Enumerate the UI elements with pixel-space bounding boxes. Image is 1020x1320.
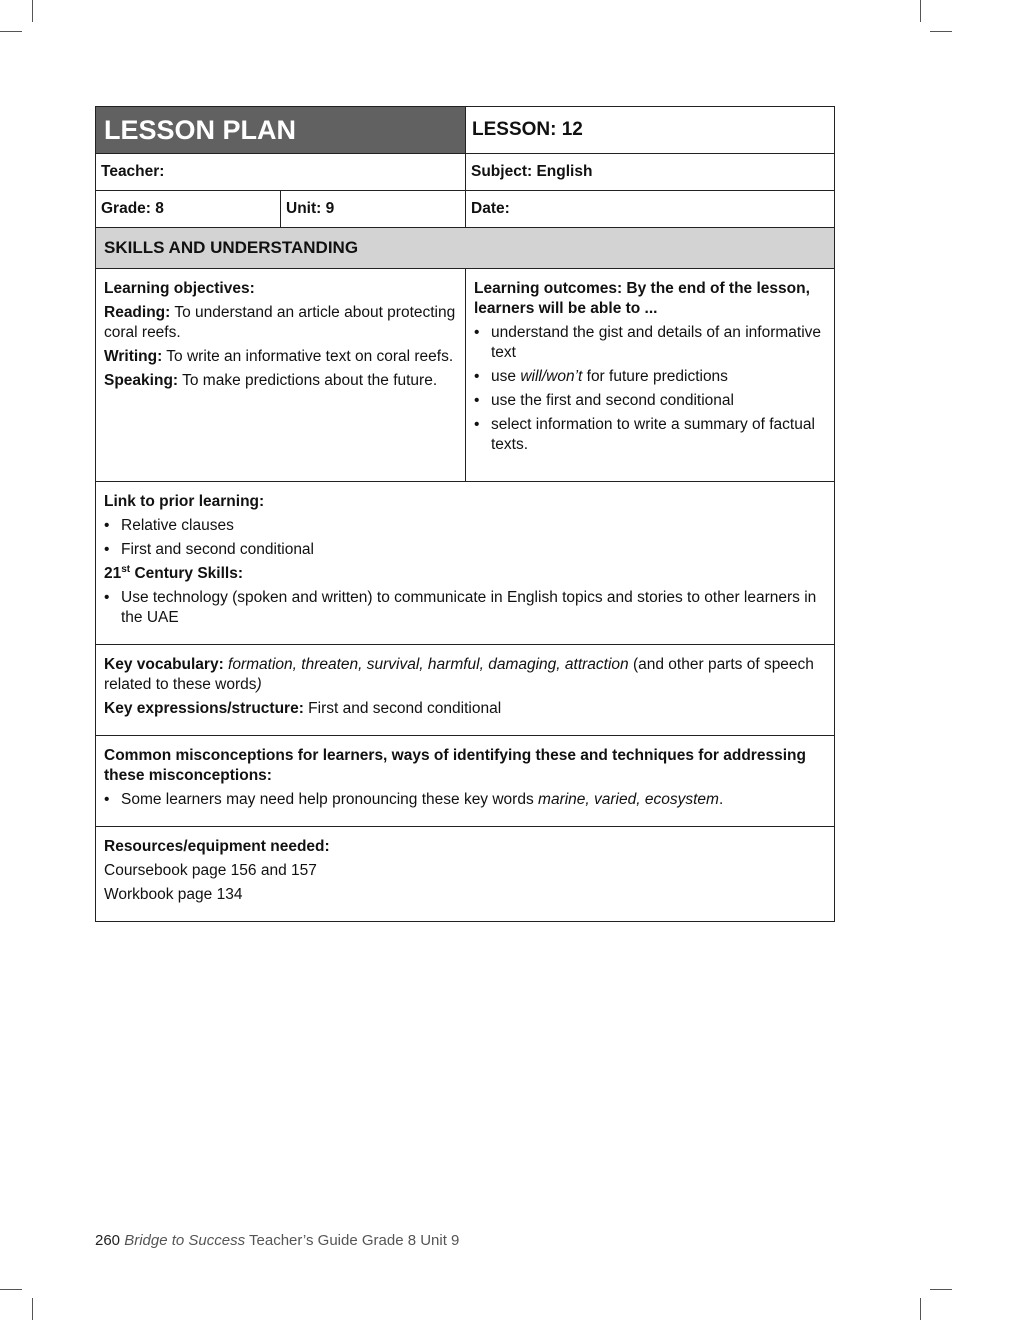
- resource-coursebook: Coursebook page 156 and 157: [104, 862, 317, 879]
- list-item: • select information to write a summary of factual texts.: [474, 415, 826, 455]
- resources-heading: Resources/equipment needed:: [104, 838, 330, 855]
- list-item: • use will/won’t for future predictions: [474, 367, 826, 387]
- objectives-heading: Learning objectives:: [104, 280, 255, 297]
- objective-reading: Reading: To understand an article about protecting coral reefs.: [104, 304, 456, 341]
- subject-field: Subject: English: [466, 154, 835, 191]
- list-item: • Use technology (spoken and written) to communicate in English topics and stories to other learners in the UAE: [104, 588, 826, 628]
- resource-workbook: Workbook page 134: [104, 886, 243, 903]
- outcomes-heading: Learning outcomes: By the end of the lesson, learners will be able to ...: [474, 280, 810, 317]
- crop-mark: [930, 1289, 952, 1290]
- lesson-plan-title: LESSON PLAN: [96, 107, 466, 154]
- prior-learning-heading: Link to prior learning:: [104, 493, 265, 510]
- list-item: • use the first and second conditional: [474, 391, 826, 411]
- prior-learning-list: [104, 516, 826, 560]
- century-skills-heading: 21st Century Skills:: [104, 563, 243, 582]
- misconceptions-list: [104, 790, 826, 810]
- lesson-number: LESSON: 12: [466, 107, 835, 154]
- crop-mark: [0, 1289, 22, 1290]
- list-item: • Relative clauses: [104, 516, 826, 536]
- objective-writing: Writing: To write an informative text on coral reefs.: [104, 348, 454, 365]
- crop-mark: [32, 0, 33, 22]
- objective-speaking: Speaking: To make predictions about the future.: [104, 372, 438, 389]
- book-title: Bridge to Success: [124, 1232, 246, 1249]
- century-skills-list: [104, 588, 826, 628]
- list-item: • understand the gist and details of an informative text: [474, 323, 826, 363]
- crop-mark: [930, 31, 952, 32]
- misconceptions-cell: [96, 736, 835, 827]
- skills-heading: SKILLS AND UNDERSTANDING: [96, 228, 835, 269]
- footer-text: Teacher’s Guide Grade 8 Unit 9: [245, 1232, 460, 1249]
- teacher-field: Teacher:: [96, 154, 466, 191]
- page-number: 260: [95, 1232, 121, 1249]
- unit-field: Unit: 9: [281, 191, 466, 228]
- page-footer: [95, 1232, 459, 1249]
- prior-learning-cell: [96, 482, 835, 645]
- crop-mark: [920, 1298, 921, 1320]
- key-expressions: Key expressions/structure: First and second conditional: [104, 700, 502, 717]
- key-vocabulary: Key vocabulary: formation, threaten, survival, harmful, damaging, attraction (and other parts of speech related to these words): [104, 656, 814, 693]
- list-item: • Some learners may need help pronouncing these key words marine, varied, ecosystem.: [104, 790, 826, 810]
- date-field: Date:: [466, 191, 835, 228]
- misconceptions-heading: Common misconceptions for learners, ways of identifying these and techniques for addressing these misconceptions:: [104, 747, 806, 784]
- learning-outcomes-cell: [466, 269, 835, 482]
- list-item: • First and second conditional: [104, 540, 826, 560]
- lesson-plan-table: [95, 106, 835, 922]
- vocabulary-cell: [96, 645, 835, 736]
- crop-mark: [0, 31, 22, 32]
- learning-objectives-cell: [96, 269, 466, 482]
- grade-field: Grade: 8: [96, 191, 281, 228]
- resources-cell: [96, 827, 835, 922]
- crop-mark: [920, 0, 921, 22]
- outcomes-list: [474, 323, 826, 455]
- crop-mark: [32, 1298, 33, 1320]
